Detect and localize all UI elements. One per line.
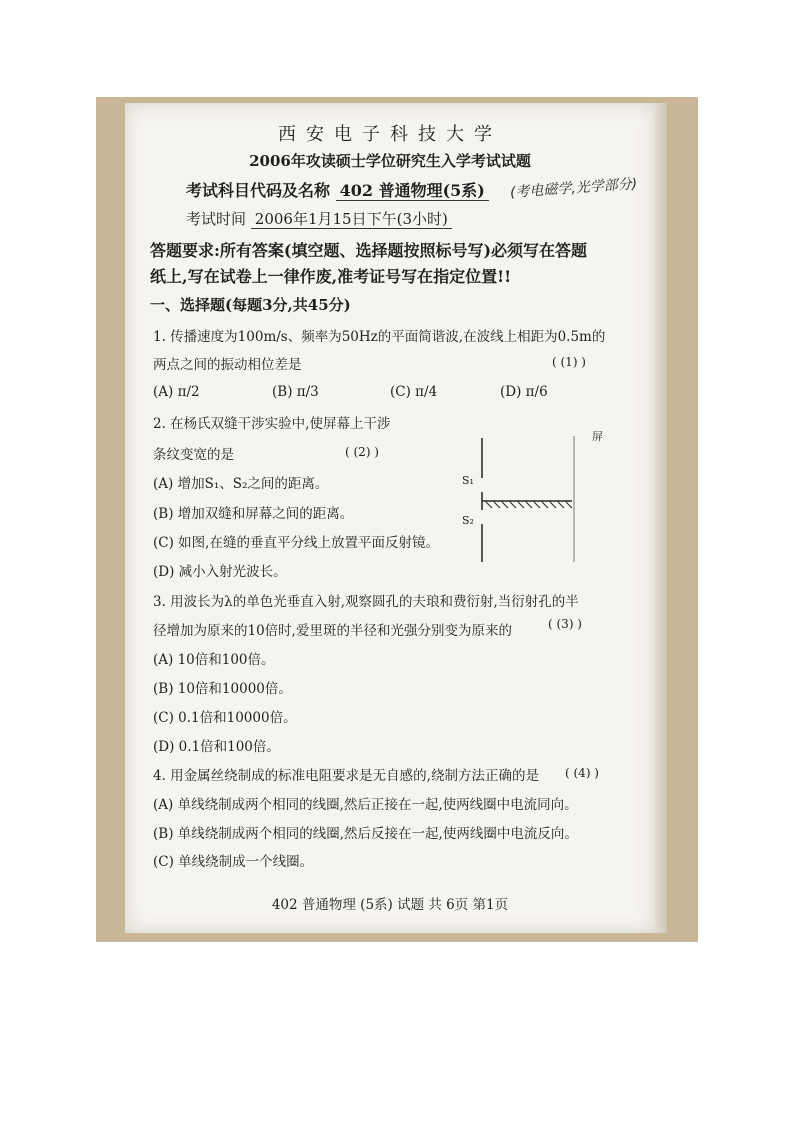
q3-line-2: 径增加为原来的10倍时,爱里斑的半径和光强分别变为原来的 — [153, 623, 512, 639]
mirror-hatching — [486, 502, 572, 508]
requirements-line-1: 答题要求:所有答案(填空题、选择题按照标号写)必须写在答题 — [150, 241, 588, 260]
paper-edge — [655, 103, 667, 933]
q2-option-a: (A) 增加S₁、S₂之间的距离。 — [153, 476, 329, 492]
q2-answer-blank: ( (2) ) — [345, 445, 379, 459]
q3-option-c: (C) 0.1倍和10000倍。 — [153, 710, 297, 726]
q3-option-b: (B) 10倍和10000倍。 — [153, 681, 292, 697]
q1-line-2: 两点之间的振动相位差是 — [153, 357, 302, 373]
handwritten-note: (考电磁学,光学部分) — [509, 176, 638, 201]
requirements-line-2: 纸上,写在试卷上一律作废,准考证号写在指定位置!! — [150, 267, 512, 286]
page-footer: 402 普通物理 (5系) 试题 共 6页 第1页 — [271, 897, 509, 913]
q3-option-d: (D) 0.1倍和100倍。 — [153, 739, 280, 755]
q3-line-1: 3. 用波长为λ的单色光垂直入射,观察圆孔的夫琅和费衍射,当衍射孔的半 — [153, 594, 579, 610]
exam-title: 2006年攻读硕士学位研究生入学考试试题 — [249, 152, 531, 170]
double-slit-svg — [450, 428, 600, 568]
q1-answer-blank: ( (1) ) — [552, 355, 586, 369]
q4-option-a: (A) 单线绕制成两个相同的线圈,然后正接在一起,使两线圈中电流同向。 — [153, 797, 578, 813]
q4-answer-blank: ( (4) ) — [565, 766, 599, 780]
screen-label: 屏 — [592, 430, 603, 443]
q1-option-a: (A) π/2 — [153, 384, 200, 400]
section-title: 一、选择题(每题3分,共45分) — [150, 296, 351, 314]
q4-option-c: (C) 单线绕制成一个线圈。 — [153, 854, 314, 870]
q2-line-1: 2. 在杨氏双缝干涉实验中,使屏幕上干涉 — [153, 416, 391, 432]
subject-line — [186, 178, 489, 201]
q1-line-1: 1. 传播速度为100m/s、频率为50Hz的平面简谐波,在波线上相距为0.5m的 — [153, 329, 606, 345]
university-title: 西安电子科技大学 — [278, 124, 502, 145]
subject-label: 考试科目代码及名称 — [186, 181, 331, 200]
subject-value: 402 普通物理(5系) — [336, 181, 489, 201]
q2-option-b: (B) 增加双缝和屏幕之间的距离。 — [153, 506, 354, 522]
time-label: 考试时间 — [186, 210, 247, 228]
double-slit-diagram — [450, 428, 603, 568]
q1-option-d: (D) π/6 — [500, 384, 548, 400]
q3-answer-blank: ( (3) ) — [548, 617, 582, 631]
q2-option-c: (C) 如图,在缝的垂直平分线上放置平面反射镜。 — [153, 535, 439, 551]
q2-line-2: 条纹变宽的是 — [153, 447, 234, 463]
q3-option-a: (A) 10倍和100倍。 — [153, 652, 275, 668]
time-line — [186, 208, 452, 229]
q4-option-b: (B) 单线绕制成两个相同的线圈,然后反接在一起,使两线圈中电流反向。 — [153, 826, 578, 842]
s2-label: S₂ — [462, 514, 474, 527]
q4-line-1: 4. 用金属丝绕制成的标准电阻要求是无自感的,绕制方法正确的是 — [153, 768, 539, 784]
s1-label: S₁ — [462, 474, 474, 487]
q1-option-c: (C) π/4 — [390, 384, 438, 400]
q1-option-b: (B) π/3 — [272, 384, 319, 400]
q2-option-d: (D) 减小入射光波长。 — [153, 564, 287, 580]
time-value: 2006年1月15日下午(3小时) — [251, 210, 452, 229]
